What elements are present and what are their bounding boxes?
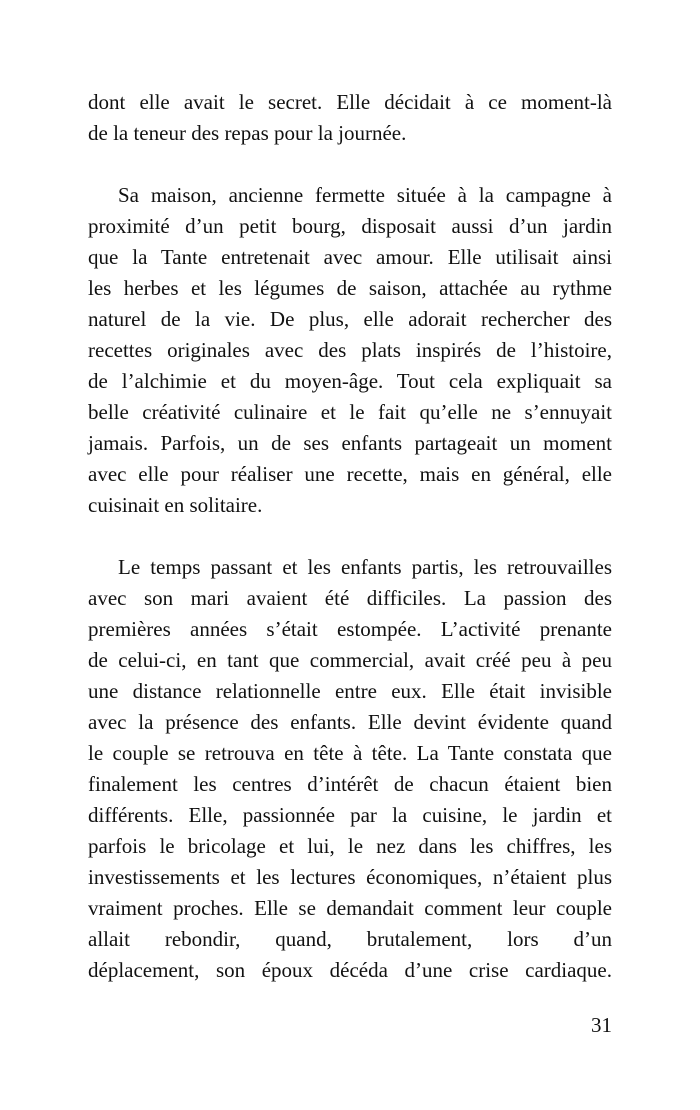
- text-line: de la teneur des repas pour la journée.: [88, 121, 407, 145]
- text-line: différents. Elle, passionnée par la cuisine, le jardin et: [88, 803, 612, 827]
- text-line: que la Tante entretenait avec amour. Elle utilisait ainsi: [88, 245, 612, 269]
- text-line: Sa maison, ancienne fermette située à la campagne à: [118, 183, 612, 207]
- text-line: Le temps passant et les enfants partis, les retrouvailles: [118, 555, 612, 579]
- text-line: avec elle pour réaliser une recette, mais en général, elle: [88, 462, 612, 486]
- text-line: les herbes et les légumes de saison, attachée au rythme: [88, 276, 612, 300]
- page-body: [88, 87, 612, 1017]
- text-line: parfois le bricolage et lui, le nez dans les chiffres, les: [88, 834, 612, 858]
- text-line: déplacement, son époux décéda d’une crise cardiaque.: [88, 958, 612, 982]
- text-line: dont elle avait le secret. Elle décidait à ce moment-là: [88, 90, 612, 114]
- text-line: une distance relationnelle entre eux. Elle était invisible: [88, 679, 612, 703]
- paragraph: [88, 87, 612, 149]
- text-line: recettes originales avec des plats inspirés de l’histoire,: [88, 338, 612, 362]
- text-line: de l’alchimie et du moyen-âge. Tout cela expliquait sa: [88, 369, 612, 393]
- text-line: vraiment proches. Elle se demandait comment leur couple: [88, 896, 612, 920]
- text-line: proximité d’un petit bourg, disposait aussi d’un jardin: [88, 214, 612, 238]
- text-line: avec son mari avaient été difficiles. La passion des: [88, 586, 612, 610]
- text-line: le couple se retrouva en tête à tête. La Tante constata que: [88, 741, 612, 765]
- page-number: 31: [591, 1013, 612, 1037]
- text-line: cuisinait en solitaire.: [88, 493, 263, 517]
- text-line: avec la présence des enfants. Elle devint évidente quand: [88, 710, 612, 734]
- text-line: de celui-ci, en tant que commercial, avait créé peu à peu: [88, 648, 612, 672]
- text-line: investissements et les lectures économiques, n’étaient plus: [88, 865, 612, 889]
- text-line: premières années s’était estompée. L’activité prenante: [88, 617, 612, 641]
- paragraph: [88, 552, 612, 986]
- text-line: allait rebondir, quand, brutalement, lors d’un: [88, 927, 612, 951]
- text-line: jamais. Parfois, un de ses enfants partageait un moment: [88, 431, 612, 455]
- text-line: naturel de la vie. De plus, elle adorait rechercher des: [88, 307, 612, 331]
- paragraph: [88, 180, 612, 521]
- text-line: belle créativité culinaire et le fait qu’elle ne s’ennuyait: [88, 400, 612, 424]
- text-line: finalement les centres d’intérêt de chacun étaient bien: [88, 772, 612, 796]
